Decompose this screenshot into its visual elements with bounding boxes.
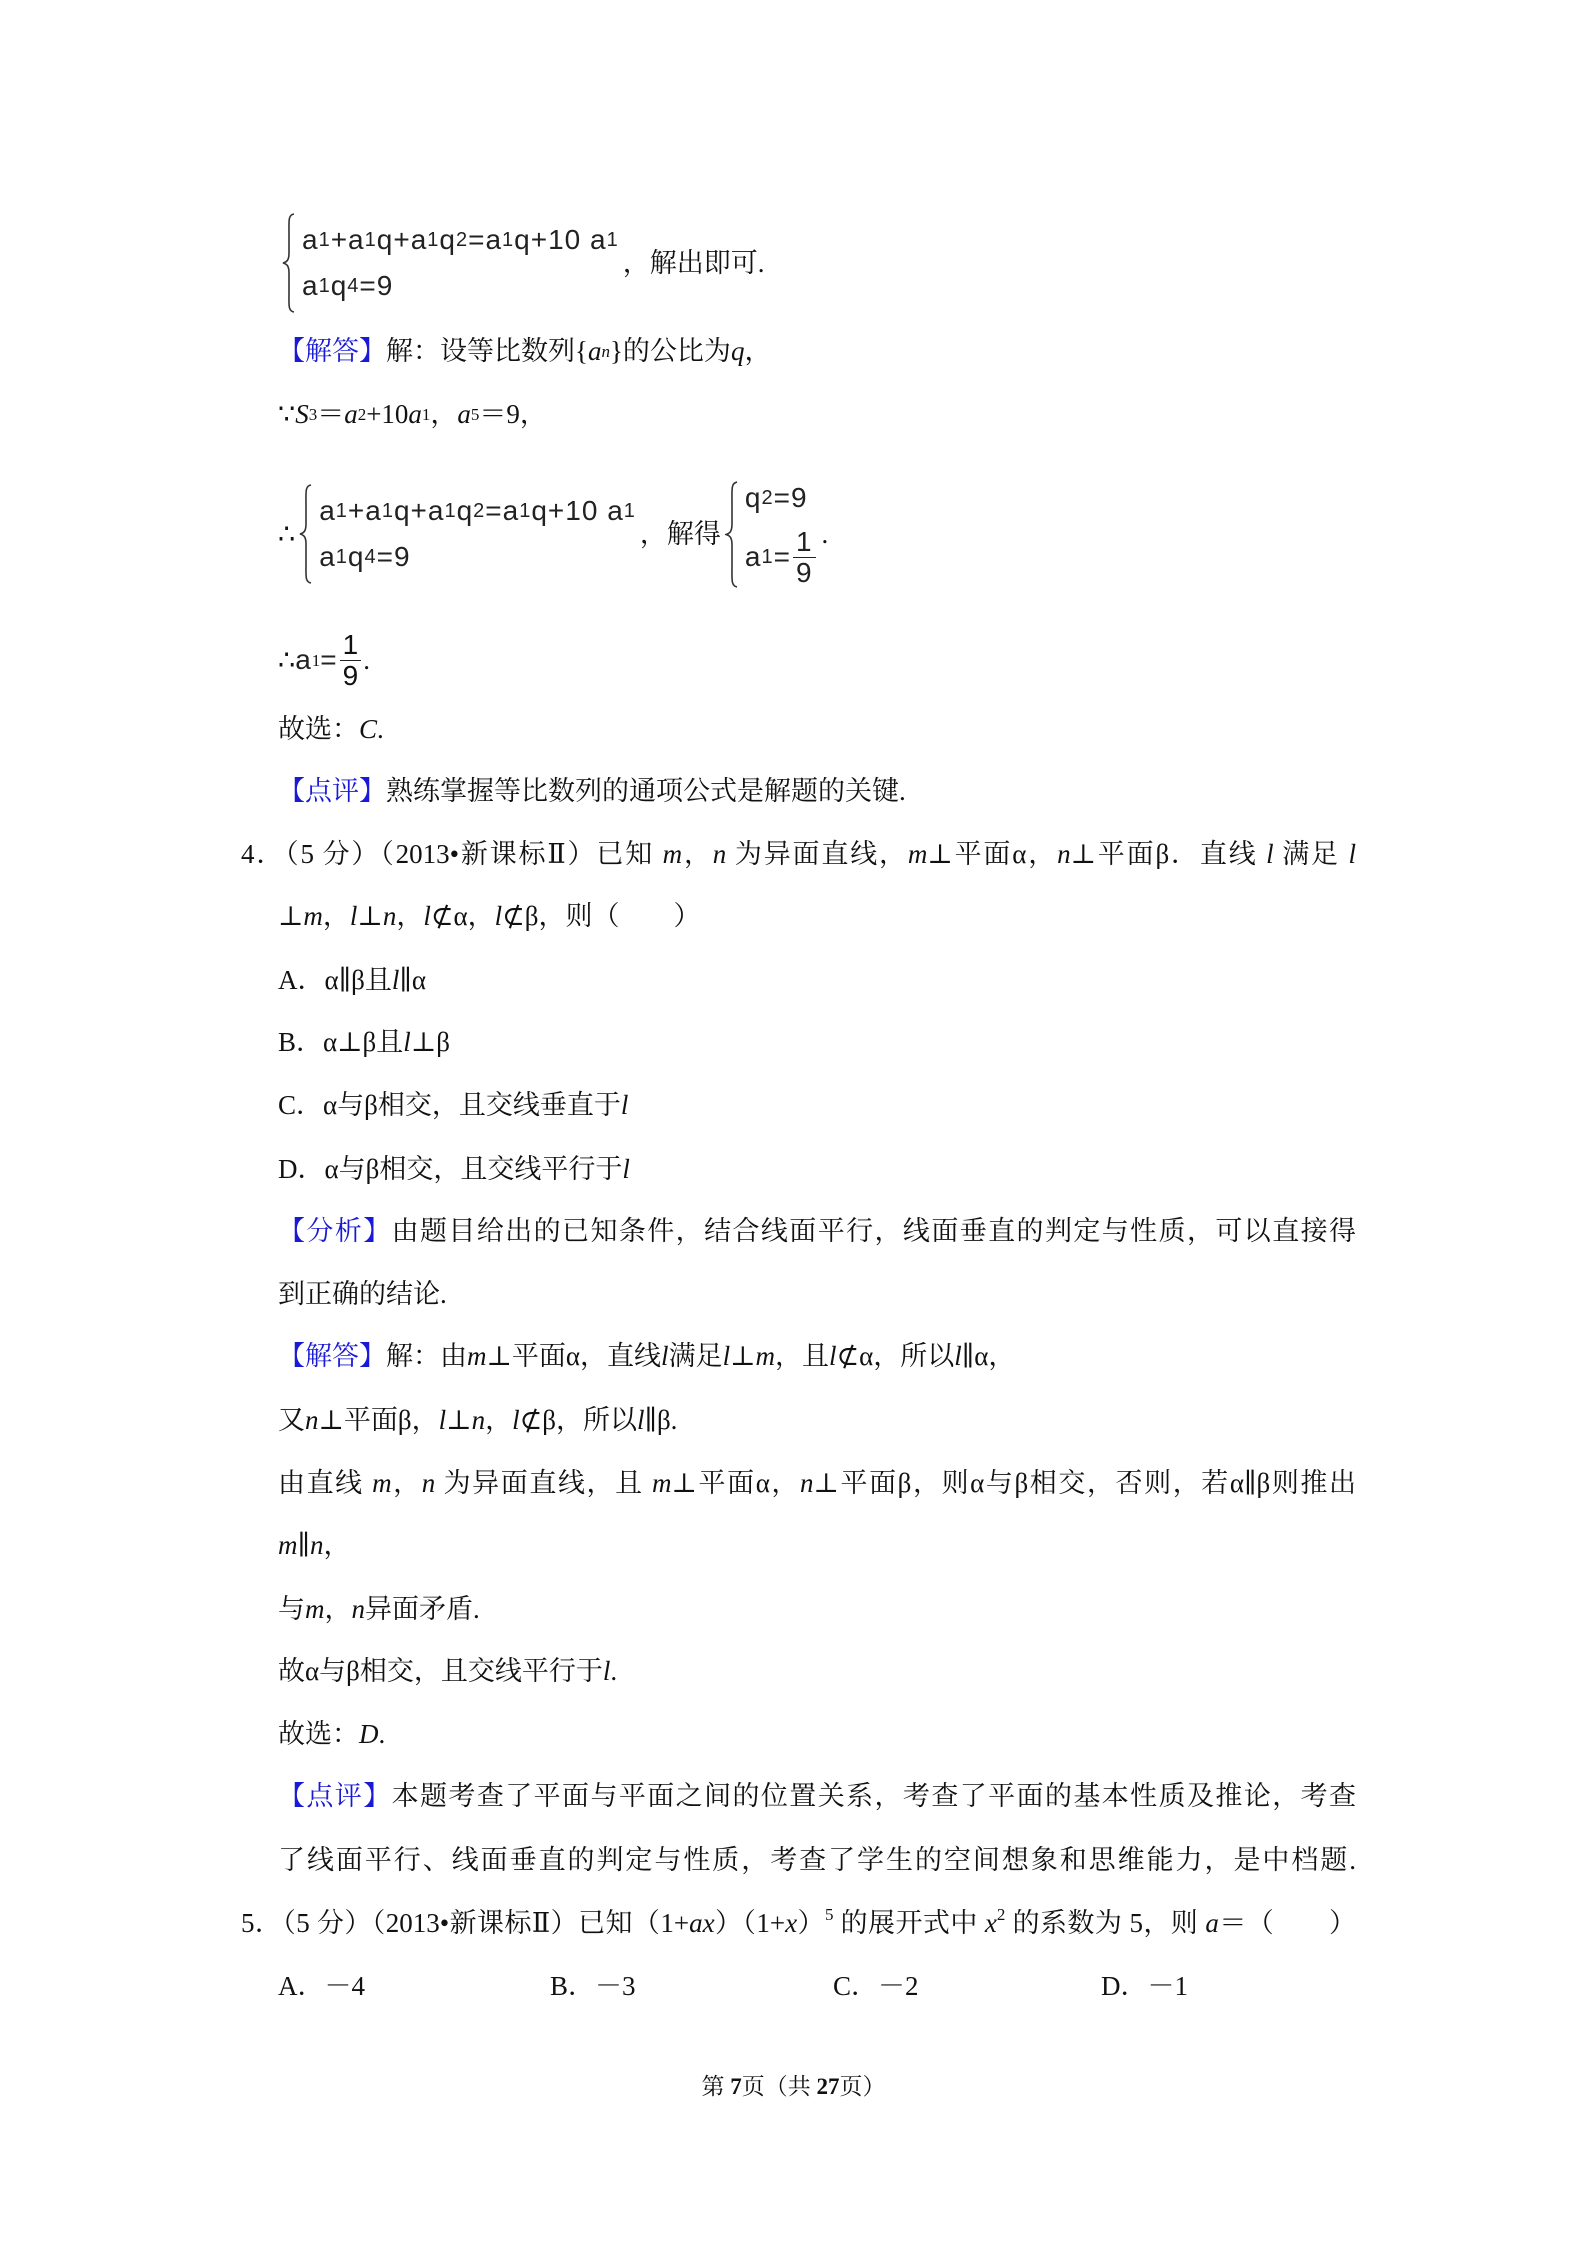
solution-q4-line2: [278, 1402, 677, 1438]
text-segment: a: [302, 270, 319, 301]
text-segment: 熟练掌握等比数列的通项公式是解题的关键.: [386, 776, 906, 806]
text-segment: 故选：: [278, 1719, 359, 1749]
text-segment: a: [744, 541, 762, 572]
superscript: 2: [761, 486, 774, 509]
text-segment: ，: [323, 1530, 351, 1560]
text-segment: ⊥平面α，: [927, 839, 1058, 869]
solution-q4-line6: [278, 1653, 617, 1689]
option-d: D．－1: [1101, 1971, 1188, 2001]
option-c: C．－2: [833, 1971, 919, 2001]
text-segment: ，: [744, 336, 772, 366]
text-segment: +10: [366, 399, 409, 429]
math-variable: l: [403, 1027, 411, 1057]
solution-system: [278, 481, 829, 588]
math-variable: l: [494, 901, 503, 931]
text-segment: 为异面直线，: [726, 839, 908, 869]
text-segment: ⊥β: [410, 1027, 450, 1057]
line-text: [278, 1213, 1356, 1249]
subscript: 1: [606, 229, 619, 251]
math-variable: q: [730, 336, 745, 366]
text-segment: ＝9，: [479, 399, 547, 429]
numerator: 1: [340, 630, 362, 661]
text-segment: D．α与β相交，且交线平行于: [278, 1154, 623, 1184]
text-segment: ⊥平面β，则α与β相交，否则，若α∥β则推出: [813, 1468, 1357, 1498]
section-label: 【点评】: [278, 776, 386, 806]
math-variable: l: [438, 1405, 447, 1435]
text-segment: =: [773, 541, 791, 572]
math-variable: m: [372, 1468, 392, 1498]
denominator: 9: [795, 556, 813, 588]
solution-result: [278, 628, 370, 691]
question-5-options: [278, 1968, 1378, 2004]
text-segment: =9: [376, 541, 411, 572]
question-5-stem: [241, 1905, 1356, 1941]
numerator: 1: [793, 527, 816, 558]
math-variable: n: [421, 1468, 436, 1498]
math-variable: l: [828, 1341, 837, 1371]
solution-q4-line5: [278, 1591, 480, 1627]
text-segment: .: [821, 519, 829, 549]
math-variable: l: [636, 1405, 645, 1435]
footer-suffix: 页）: [839, 2074, 886, 2099]
subscript: 1: [318, 275, 331, 297]
superscript: 2: [996, 1905, 1006, 1924]
text-segment: .: [378, 1719, 386, 1749]
text-segment: ∴: [278, 645, 296, 675]
math-variable: a: [587, 336, 602, 366]
text-segment: ）: [797, 1908, 825, 1938]
current-page: 7: [730, 2074, 742, 2099]
denominator: 9: [342, 659, 359, 691]
section-label: 【点评】: [278, 1781, 392, 1811]
line-text: [278, 1842, 1356, 1878]
equation-system: [299, 484, 636, 584]
equation-row: [302, 223, 619, 257]
math-variable: m: [278, 1530, 298, 1560]
subscript: 1: [335, 546, 348, 568]
option-a: [278, 962, 426, 998]
text-segment: =: [320, 644, 338, 675]
text-segment: 由题目给出的已知条件，结合线面平行，线面垂直的判定与性质，可以直接得: [391, 1216, 1357, 1246]
text-segment: =a: [468, 224, 503, 255]
subscript: 1: [335, 500, 348, 522]
subscript: 1: [427, 229, 440, 251]
text-segment: ）（1+: [714, 1908, 786, 1938]
text-segment: ，: [322, 901, 350, 931]
math-variable: m: [662, 839, 683, 869]
text-segment: ⊥: [357, 901, 383, 931]
text-segment: }的公比为: [609, 336, 731, 366]
analysis-q4-cont: [278, 1276, 447, 1312]
subscript: 1: [364, 229, 377, 251]
text-segment: ，: [391, 1468, 422, 1498]
text-segment: a: [319, 541, 336, 572]
subscript: 1: [444, 500, 457, 522]
text-segment: ⊥平面α，直线: [486, 1341, 662, 1371]
text-segment: +a: [330, 224, 365, 255]
text-segment: ⊄α，: [430, 901, 495, 931]
math-variable: n: [382, 901, 397, 931]
text-segment: q+a: [393, 495, 445, 526]
math-variable: a: [344, 399, 358, 429]
equation-system: [282, 213, 619, 313]
text-segment: 了线面平行、线面垂直的判定与性质，考查了学生的空间想象和思维能力，是中档题.: [278, 1845, 1356, 1875]
section-label: 【解答】: [278, 1341, 386, 1371]
math-variable: n: [712, 839, 727, 869]
subscript: 1: [421, 404, 431, 424]
analysis-q4: [278, 1213, 1356, 1249]
math-variable: a: [457, 399, 471, 429]
subscript: 1: [519, 500, 532, 522]
text-segment: a: [319, 495, 336, 526]
solution-intro: [278, 333, 771, 369]
question-4-stem-cont: [278, 898, 701, 934]
section-label: 【分析】: [278, 1216, 392, 1246]
question-4-stem: [241, 836, 1356, 872]
math-variable: n: [351, 1594, 365, 1624]
math-variable: l: [722, 1341, 731, 1371]
math-variable: S: [295, 399, 309, 429]
text-segment: ⊥: [278, 901, 304, 931]
math-variable: x: [984, 1908, 997, 1938]
left-brace-icon: [282, 213, 296, 313]
text-segment: B．α⊥β且: [278, 1027, 404, 1057]
line-text: [241, 836, 1356, 872]
text-segment: ⊄α，所以: [836, 1341, 955, 1371]
equation-row: [302, 269, 619, 303]
text-segment: ＝（ ）: [1218, 1908, 1357, 1938]
text-segment: 故α与β相交，且交线平行于: [278, 1656, 603, 1686]
text-segment: =9: [359, 270, 394, 301]
text-segment: ，: [682, 839, 713, 869]
equation-row: [319, 540, 636, 574]
text-segment: ∥α，: [961, 1341, 1016, 1371]
text-segment: ，: [430, 399, 458, 429]
math-variable: m: [907, 839, 928, 869]
subscript: 1: [502, 229, 515, 251]
math-variable: l: [602, 1656, 611, 1686]
text-segment: 与: [278, 1594, 305, 1624]
answer-choice-q4: [278, 1716, 385, 1752]
solution-q4-line1: [278, 1338, 1015, 1374]
subscript: 1: [623, 500, 636, 522]
text-segment: ∥β.: [644, 1405, 678, 1435]
text-segment: 由直线: [278, 1468, 373, 1498]
text-segment: ⊥: [446, 1405, 472, 1435]
math-variable: l: [1266, 839, 1274, 869]
math-variable: m: [303, 901, 323, 931]
text-segment: q+a: [376, 224, 428, 255]
text-segment: q: [330, 270, 348, 301]
equation-row: [745, 527, 818, 588]
text-segment: q+10 a: [531, 495, 624, 526]
text-segment: ⊥: [730, 1341, 756, 1371]
math-variable: n: [305, 1405, 319, 1435]
text-segment: ⊄β，则（ ）: [502, 901, 701, 931]
equation-rows: [319, 484, 636, 584]
text-segment: 到正确的结论.: [278, 1279, 447, 1309]
text-segment: ，: [485, 1405, 513, 1435]
solution-q4-line4: [278, 1527, 350, 1563]
text-segment: q: [439, 224, 456, 255]
line-text: [278, 1778, 1356, 1814]
math-variable: n: [471, 1405, 486, 1435]
math-variable: a: [1205, 1908, 1219, 1938]
text-segment: ⊥平面α，: [671, 1468, 801, 1498]
text-segment: ⊄β，所以: [519, 1405, 637, 1435]
equation-system: [725, 481, 818, 588]
section-label: 【解答】: [278, 336, 386, 366]
superscript: 2: [473, 500, 486, 522]
math-variable: l: [661, 1341, 669, 1371]
total-pages: 27: [816, 2074, 840, 2099]
subscript: 2: [357, 404, 367, 424]
equation-rows: [745, 481, 818, 588]
math-variable: n: [601, 341, 610, 361]
equation-rows: [302, 213, 619, 313]
math-variable: l: [620, 1090, 629, 1120]
footer-mid: 页（共: [741, 2074, 817, 2099]
text-segment: +a: [347, 495, 382, 526]
text-segment: 满足: [1273, 839, 1349, 869]
text-segment: ⊥平面β．直线: [1070, 839, 1267, 869]
superscript: 5: [824, 1905, 834, 1924]
text-segment: 故选：: [278, 714, 359, 744]
text-segment: a: [302, 224, 319, 255]
text-segment: ，且: [774, 1341, 829, 1371]
math-variable: l: [1348, 839, 1356, 869]
subscript: 3: [308, 404, 318, 424]
text-segment: 解：由: [386, 1341, 467, 1371]
option-d: [278, 1151, 630, 1187]
math-variable: m: [755, 1341, 775, 1371]
option-b: [278, 1024, 450, 1060]
left-brace-icon: [725, 481, 739, 588]
solution-q4-line3: [278, 1465, 1356, 1501]
text-segment: 的系数为 5，则: [1005, 1908, 1206, 1938]
text-segment: 异面矛盾.: [365, 1594, 480, 1624]
text-segment: 为异面直线，且: [435, 1468, 653, 1498]
text-segment: .: [610, 1656, 618, 1686]
footer-prefix: 第: [701, 2074, 731, 2099]
math-variable: D: [359, 1719, 379, 1749]
text-segment: q: [744, 481, 762, 513]
math-variable: x: [785, 1908, 798, 1938]
text-segment: 满足: [668, 1341, 723, 1371]
text-segment: ，: [324, 1594, 352, 1624]
text-segment: ∴: [278, 519, 296, 549]
math-variable: m: [652, 1468, 672, 1498]
solution-given: [278, 396, 547, 432]
math-variable: l: [391, 965, 400, 995]
line-text: [241, 1905, 1356, 1941]
text-segment: 4．（5 分）（2013•新课标Ⅱ）已知: [241, 839, 663, 869]
math-variable: l: [622, 1154, 630, 1184]
page-footer: [0, 2068, 1587, 2101]
text-segment: =a: [485, 495, 520, 526]
line-text: [278, 1465, 1356, 1501]
equation-row: [319, 494, 636, 528]
text-segment: C．α与β相交，且交线垂直于: [278, 1090, 621, 1120]
subscript: 1: [311, 650, 321, 670]
text-segment: 解：设等比数列{: [386, 336, 588, 366]
fraction: [793, 527, 816, 588]
subscript: 5: [470, 404, 480, 424]
text-segment: ∵: [278, 399, 296, 429]
equation-row: [745, 481, 818, 515]
text-segment: q: [456, 495, 474, 526]
math-variable: n: [309, 1530, 324, 1560]
text-segment: ＝: [317, 399, 345, 429]
math-variable: l: [349, 901, 358, 931]
text-segment: .: [363, 645, 370, 675]
left-brace-icon: [299, 484, 313, 584]
math-variable: m: [305, 1594, 325, 1624]
text-segment: =9: [773, 481, 808, 513]
comment-q4-cont: [278, 1842, 1356, 1878]
text-segment: ，解出即可.: [622, 248, 765, 278]
math-variable: l: [954, 1341, 962, 1371]
text-segment: 的展开式中: [833, 1908, 985, 1938]
text-segment: A．α∥β且: [278, 965, 392, 995]
text-segment: ，: [396, 901, 424, 931]
superscript: 4: [364, 546, 377, 568]
text-segment: ∥: [297, 1530, 310, 1560]
math-variable: n: [1057, 839, 1071, 869]
math-variable: C: [359, 714, 378, 744]
comment-q4: [278, 1778, 1356, 1814]
option-a: A．－4: [278, 1971, 365, 2001]
subscript: 1: [318, 229, 331, 251]
math-variable: m: [467, 1341, 487, 1371]
comment-q3: [278, 773, 906, 809]
option-b: B．－3: [550, 1971, 636, 2001]
subscript: 1: [381, 500, 394, 522]
fraction: [340, 630, 362, 691]
math-variable: l: [423, 901, 431, 931]
math-variable: ax: [689, 1908, 715, 1938]
math-variable: n: [800, 1468, 814, 1498]
text-segment: q: [347, 541, 365, 572]
text-segment: ，解得: [639, 519, 721, 549]
text-segment: q+10 a: [514, 224, 607, 255]
text-segment: ∥α: [399, 965, 426, 995]
math-variable: a: [408, 399, 422, 429]
subscript: 1: [761, 546, 774, 568]
superscript: 4: [347, 275, 360, 297]
answer-choice-q3: [278, 711, 384, 747]
option-c: [278, 1087, 628, 1123]
text-segment: 本题考查了平面与平面之间的位置关系，考查了平面的基本性质及推论，考查: [391, 1781, 1357, 1811]
text-segment: 5．（5 分）（2013•新课标Ⅱ）已知（1+: [241, 1908, 690, 1938]
text-segment: 又: [278, 1405, 305, 1435]
text-segment: .: [377, 714, 384, 744]
math-variable: l: [512, 1405, 520, 1435]
text-segment: a: [295, 644, 312, 675]
text-segment: ⊥平面β，: [318, 1405, 439, 1435]
analysis-formula-line: [278, 224, 765, 301]
superscript: 2: [455, 229, 469, 251]
